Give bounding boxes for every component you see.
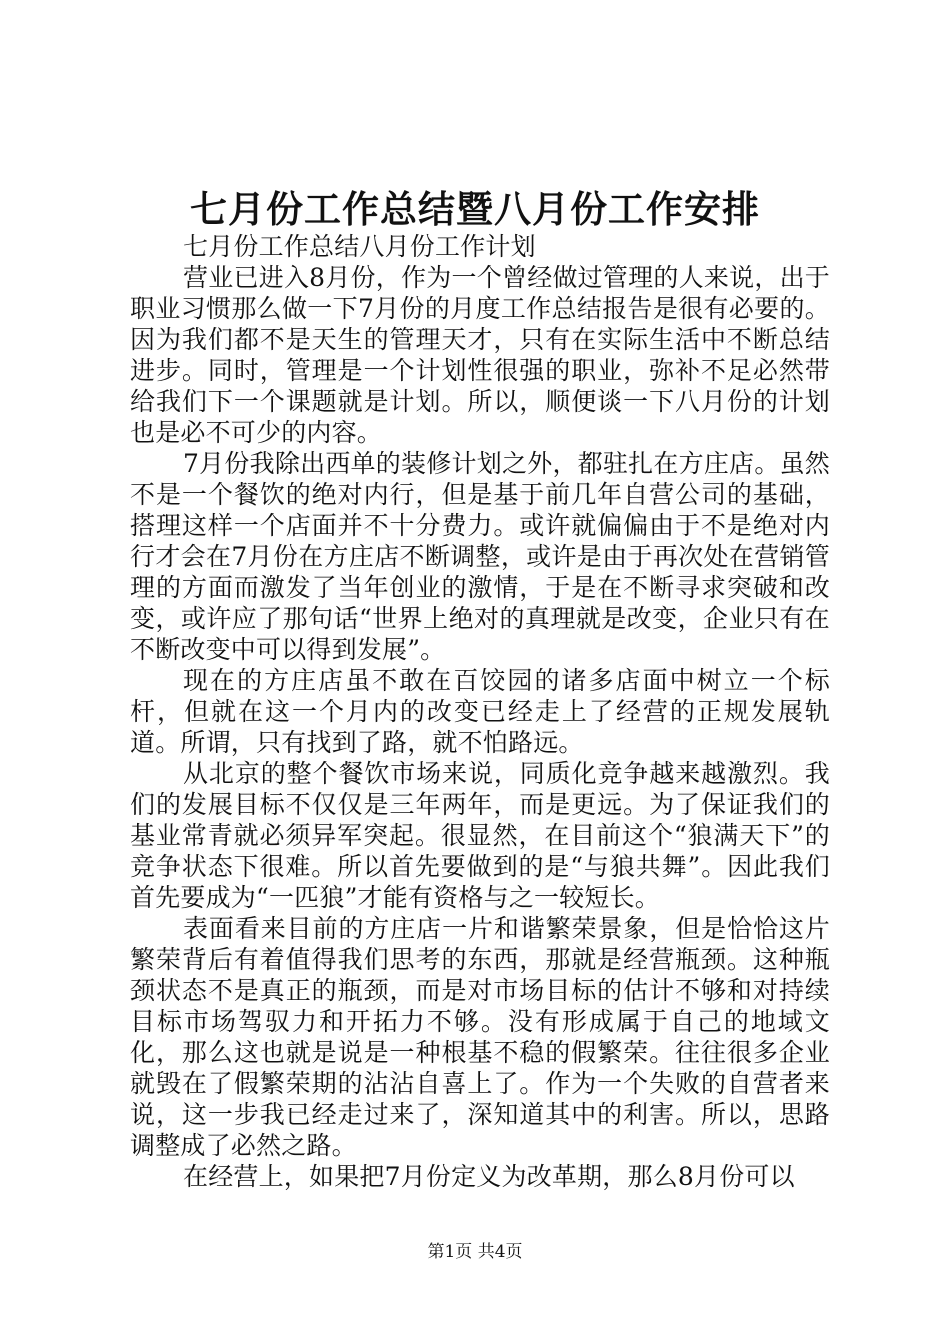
paragraph-subtitle: 七月份工作总结八月份工作计划 [183, 232, 536, 261]
paragraph: 从北京的整个餐饮市场来说，同质化竞争越来越激烈。我们的发展目标不仅仅是三年两年，而是更远。为了保证我们的基业常青就必须异军突起。很显然，在目前这个“狼满天下”的竞争状态下很难。所以首先要做到的是“与狼共舞”。因此我们首先要成为“一匹狼”才能有资格与之一较短长。 [130, 759, 830, 912]
paragraph: 在经营上，如果把7月份定义为改革期，那么8月份可以 [183, 1162, 795, 1191]
paragraph: 营业已进入8月份，作为一个曾经做过管理的人来说，出于职业习惯那么做一下7月份的月度工作总结报告是很有必要的。因为我们都不是天生的管理天才，只有在实际生活中不断总结进步。同时，管理是一个计划性很强的职业，弥补不足必然带给我们下一个课题就是计划。所以，顺便谈一下八月份的计划也是必不可少的内容。 [130, 263, 830, 447]
paragraph: 表面看来目前的方庄店一片和谐繁荣景象，但是恰恰这片繁荣背后有着值得我们思考的东西，那就是经营瓶颈。这种瓶颈状态不是真正的瓶颈，而是对市场目标的估计不够和对持续目标市场驾驭力和开拓力不够。没有形成属于自己的地域文化，那么这也就是说是一种根基不稳的假繁荣。往往很多企业就毁在了假繁荣期的沾沾自喜上了。作为一个失败的自营者来说，这一步我已经走过来了，深知道其中的利害。所以，思路调整成了必然之路。 [130, 914, 830, 1160]
paragraph: 现在的方庄店虽不敢在百饺园的诸多店面中树立一个标杆，但就在这一个月内的改变已经走上了经营的正规发展轨道。所谓，只有找到了路，就不怕路远。 [130, 666, 830, 757]
page-number-footer: 第1页 共4页 [427, 1242, 523, 1262]
document-body [130, 231, 830, 1192]
paragraph: 7月份我除出西单的装修计划之外，都驻扎在方庄店。虽然不是一个餐饮的绝对内行，但是基于前几年自营公司的基础，搭理这样一个店面并不十分费力。或许就偏偏由于不是绝对内行才会在7月份在方庄店不断调整，或许是由于再次处在营销管理的方面而激发了当年创业的激情，于是在不断寻求突破和改变，或许应了那句话“世界上绝对的真理就是改变，企业只有在不断改变中可以得到发展”。 [130, 449, 830, 664]
document-title: 七月份工作总结暨八月份工作安排 [190, 187, 760, 231]
